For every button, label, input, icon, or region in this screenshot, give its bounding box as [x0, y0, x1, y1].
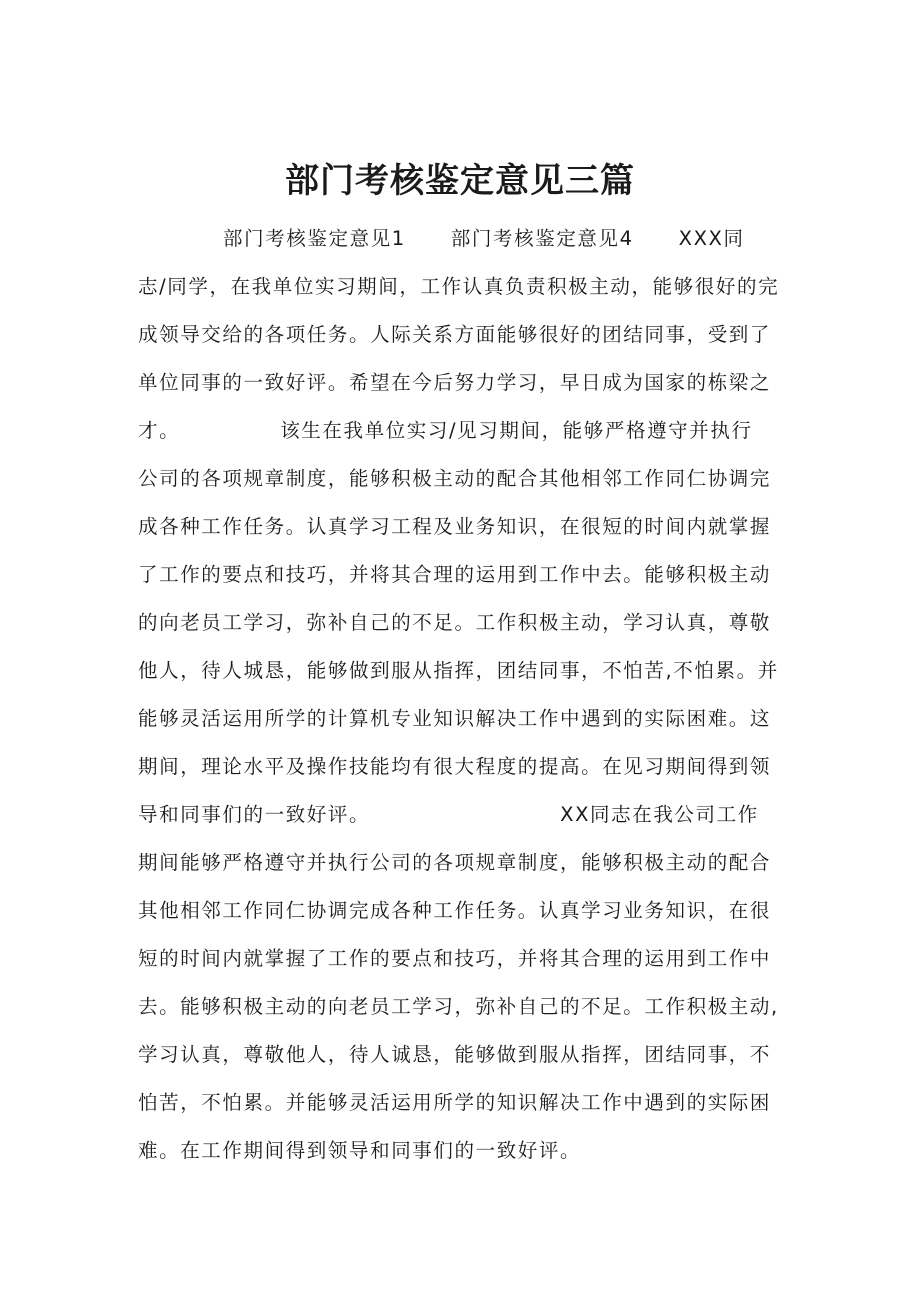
body-line-18: 学习认真，尊敬他人，待人诚恳，能够做到服从指挥，团结同事，不	[138, 1043, 772, 1066]
line-1-tail: XXX同	[678, 227, 745, 250]
body-line-5	[138, 416, 753, 446]
body-line-12: 期间，理论水平及操作技能均有很大程度的提高。在见习期间得到领	[138, 755, 772, 778]
body-line-17: 去。能够积极主动的向老员工学习，弥补自己的不足。工作积极主动,	[138, 995, 779, 1018]
body-line-16: 短的时间内就掌握了工作的要点和技巧，并将其合理的运用到工作中	[138, 947, 772, 970]
body-line-8: 了工作的要点和技巧，并将其合理的运用到工作中去。能够积极主动	[138, 563, 772, 586]
body-line-7: 成各种工作任务。认真学习工程及业务知识，在很短的时间内就掌握	[138, 515, 772, 538]
body-line-1	[223, 224, 745, 254]
line-13-end: XX同志在我公司工作	[560, 803, 759, 826]
body-line-3: 成领导交给的各项任务。人际关系方面能够很好的团结同事，受到了	[138, 323, 772, 346]
body-line-14: 期间能够严格遵守并执行公司的各项规章制度，能够积极主动的配合	[138, 851, 772, 874]
document-title: 部门考核鉴定意见三篇	[285, 161, 635, 201]
line-5-start: 才。	[138, 419, 181, 442]
subtitle-4: 部门考核鉴定意见4	[450, 227, 634, 250]
body-line-15: 其他相邻工作同仁协调完成各种工作任务。认真学习业务知识，在很	[138, 899, 772, 922]
body-line-2: 志/同学，在我单位实习期间，工作认真负责积极主动，能够很好的完	[138, 275, 780, 298]
body-line-10: 他人，待人城恳，能够做到服从指挥，团结同事，不怕苦,不怕累。并	[138, 659, 779, 682]
body-line-11: 能够灵活运用所学的计算机专业知识解决工作中遇到的实际困难。这	[138, 707, 772, 730]
line-13-start: 导和同事们的一致好评。	[138, 803, 371, 826]
body-line-19: 怕苦，不怕累。并能够灵活运用所学的知识解决工作中遇到的实际困	[138, 1091, 772, 1114]
body-line-6: 公司的各项规章制度，能够积极主动的配合其他相邻工作同仁协调完	[138, 467, 772, 490]
subtitle-1: 部门考核鉴定意见1	[223, 227, 406, 250]
body-line-9: 的向老员工学习，弥补自己的不足。工作积极主动，学习认真，尊敬	[138, 611, 772, 634]
body-line-4: 单位同事的一致好评。希望在今后努力学习，早日成为国家的栋梁之	[138, 371, 772, 394]
body-line-13	[138, 800, 759, 830]
body-line-20: 难。在工作期间得到领导和同事们的一致好评。	[138, 1139, 582, 1162]
line-5-end: 该生在我单位实习/见习期间，能够严格遵守并执行	[280, 419, 753, 442]
